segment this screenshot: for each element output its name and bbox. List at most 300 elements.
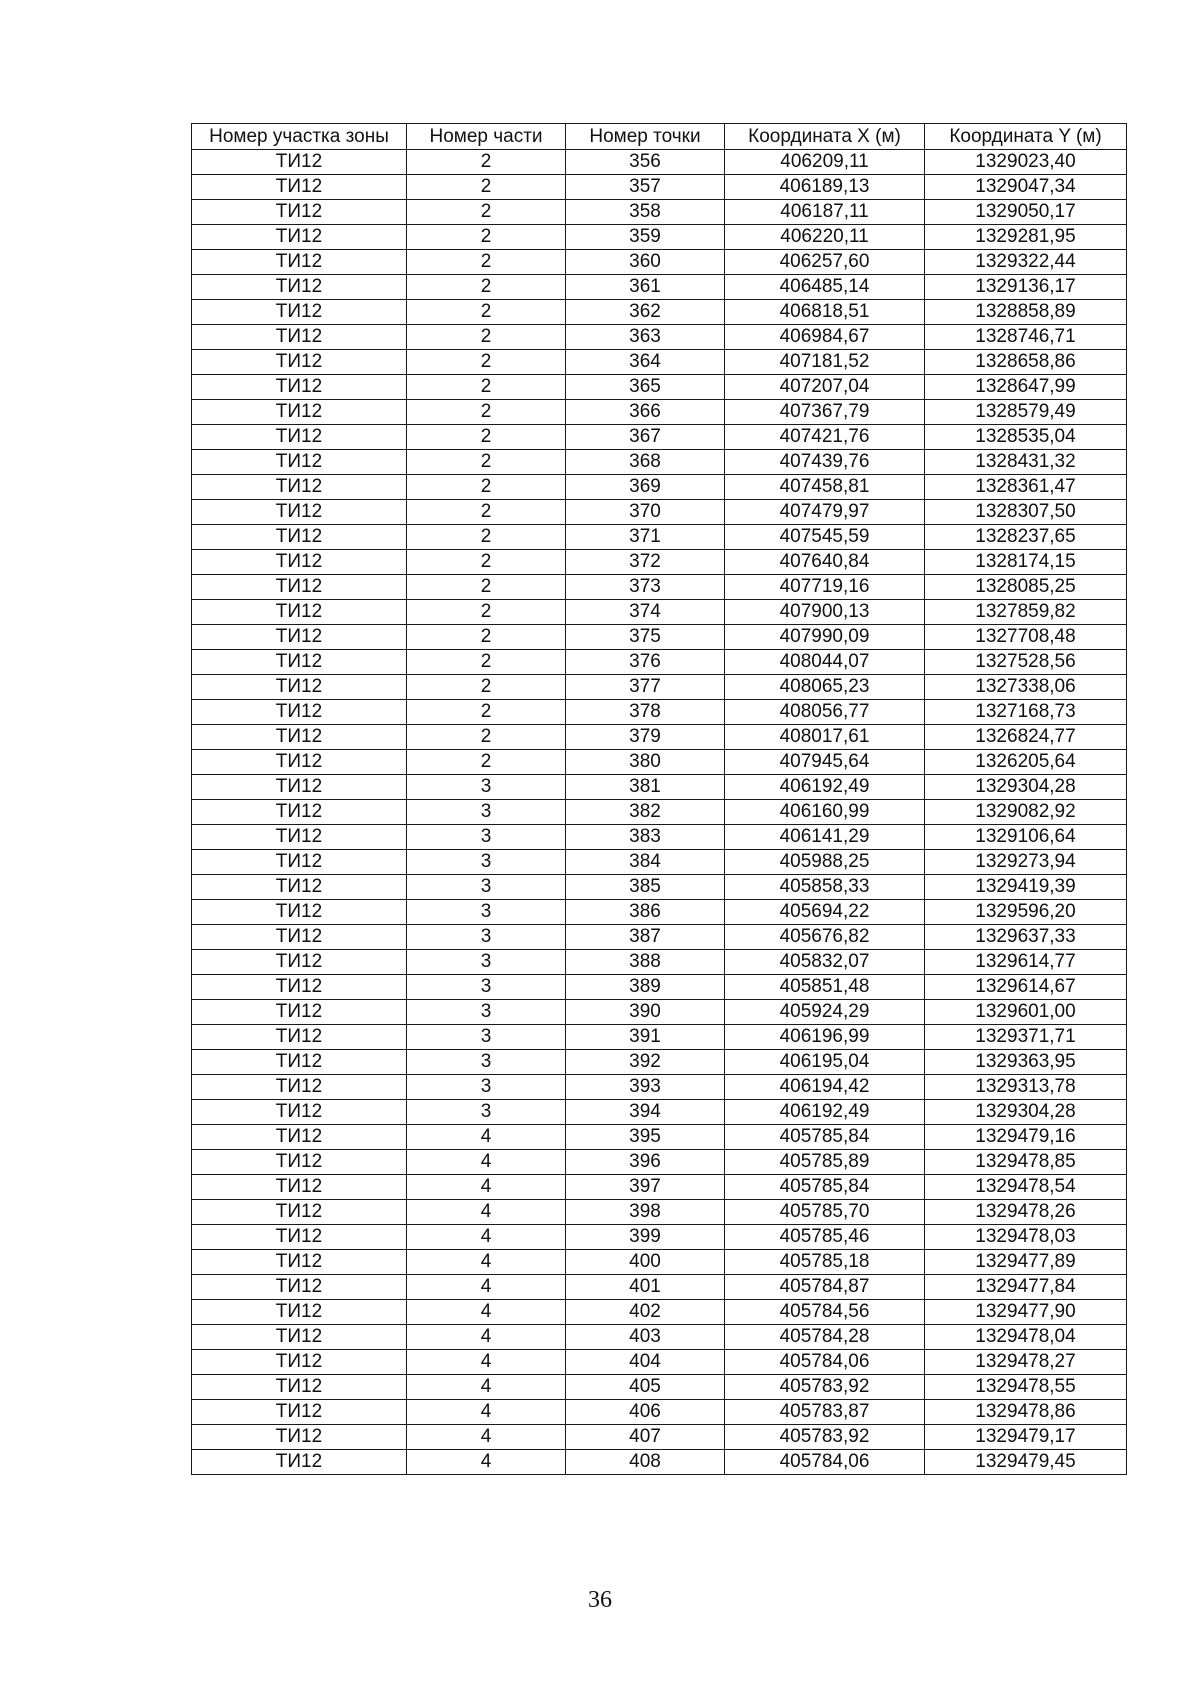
table-row xyxy=(192,600,1127,625)
cell-coordinate-x: 406485,14 xyxy=(725,275,925,300)
cell-part-number: 2 xyxy=(407,625,566,650)
cell-coordinate-x: 405676,82 xyxy=(725,925,925,950)
cell-part-number: 3 xyxy=(407,925,566,950)
cell-coordinate-x: 405785,18 xyxy=(725,1250,925,1275)
cell-part-number: 3 xyxy=(407,1075,566,1100)
cell-point-number: 400 xyxy=(566,1250,725,1275)
cell-point-number: 392 xyxy=(566,1050,725,1075)
cell-coordinate-y: 1329363,95 xyxy=(925,1050,1127,1075)
cell-part-number: 2 xyxy=(407,475,566,500)
cell-part-number: 2 xyxy=(407,225,566,250)
cell-coordinate-y: 1329371,71 xyxy=(925,1025,1127,1050)
cell-zone-section: ТИ12 xyxy=(192,400,407,425)
table-row xyxy=(192,1450,1127,1475)
cell-part-number: 4 xyxy=(407,1300,566,1325)
cell-point-number: 375 xyxy=(566,625,725,650)
cell-zone-section: ТИ12 xyxy=(192,1175,407,1200)
cell-point-number: 406 xyxy=(566,1400,725,1425)
table-row xyxy=(192,750,1127,775)
cell-coordinate-y: 1328858,89 xyxy=(925,300,1127,325)
cell-zone-section: ТИ12 xyxy=(192,1225,407,1250)
cell-coordinate-y: 1329304,28 xyxy=(925,775,1127,800)
cell-coordinate-x: 405783,92 xyxy=(725,1375,925,1400)
cell-coordinate-x: 407367,79 xyxy=(725,400,925,425)
table-row xyxy=(192,1075,1127,1100)
cell-zone-section: ТИ12 xyxy=(192,950,407,975)
cell-point-number: 361 xyxy=(566,275,725,300)
cell-zone-section: ТИ12 xyxy=(192,1425,407,1450)
cell-zone-section: ТИ12 xyxy=(192,1375,407,1400)
cell-point-number: 393 xyxy=(566,1075,725,1100)
cell-coordinate-x: 405988,25 xyxy=(725,850,925,875)
cell-coordinate-x: 408065,23 xyxy=(725,675,925,700)
table-row xyxy=(192,1200,1127,1225)
cell-part-number: 2 xyxy=(407,500,566,525)
cell-point-number: 395 xyxy=(566,1125,725,1150)
cell-part-number: 3 xyxy=(407,975,566,1000)
table-row xyxy=(192,475,1127,500)
cell-coordinate-y: 1326824,77 xyxy=(925,725,1127,750)
cell-point-number: 371 xyxy=(566,525,725,550)
table-row xyxy=(192,150,1127,175)
table-row xyxy=(192,525,1127,550)
cell-point-number: 397 xyxy=(566,1175,725,1200)
table-row xyxy=(192,550,1127,575)
table-row xyxy=(192,675,1127,700)
cell-point-number: 373 xyxy=(566,575,725,600)
cell-part-number: 3 xyxy=(407,900,566,925)
cell-coordinate-x: 408056,77 xyxy=(725,700,925,725)
cell-part-number: 4 xyxy=(407,1275,566,1300)
cell-zone-section: ТИ12 xyxy=(192,800,407,825)
table-row xyxy=(192,500,1127,525)
cell-coordinate-y: 1329304,28 xyxy=(925,1100,1127,1125)
cell-zone-section: ТИ12 xyxy=(192,150,407,175)
table-row xyxy=(192,875,1127,900)
header-point-number: Номер точки xyxy=(566,124,725,150)
cell-part-number: 2 xyxy=(407,375,566,400)
header-zone-section-number: Номер участка зоны xyxy=(192,124,407,150)
cell-point-number: 388 xyxy=(566,950,725,975)
cell-part-number: 4 xyxy=(407,1425,566,1450)
cell-part-number: 2 xyxy=(407,350,566,375)
cell-part-number: 2 xyxy=(407,650,566,675)
cell-part-number: 4 xyxy=(407,1400,566,1425)
table-row xyxy=(192,850,1127,875)
cell-point-number: 405 xyxy=(566,1375,725,1400)
cell-zone-section: ТИ12 xyxy=(192,700,407,725)
cell-part-number: 3 xyxy=(407,800,566,825)
cell-coordinate-y: 1329478,04 xyxy=(925,1325,1127,1350)
cell-coordinate-x: 406195,04 xyxy=(725,1050,925,1075)
cell-zone-section: ТИ12 xyxy=(192,1150,407,1175)
cell-part-number: 4 xyxy=(407,1200,566,1225)
cell-coordinate-y: 1328307,50 xyxy=(925,500,1127,525)
table-row xyxy=(192,1225,1127,1250)
cell-point-number: 368 xyxy=(566,450,725,475)
cell-coordinate-x: 405832,07 xyxy=(725,950,925,975)
cell-part-number: 4 xyxy=(407,1125,566,1150)
cell-coordinate-x: 405785,89 xyxy=(725,1150,925,1175)
cell-part-number: 2 xyxy=(407,250,566,275)
cell-part-number: 2 xyxy=(407,675,566,700)
cell-coordinate-x: 407207,04 xyxy=(725,375,925,400)
cell-coordinate-y: 1329614,67 xyxy=(925,975,1127,1000)
cell-zone-section: ТИ12 xyxy=(192,175,407,200)
cell-coordinate-y: 1327859,82 xyxy=(925,600,1127,625)
cell-coordinate-x: 405783,87 xyxy=(725,1400,925,1425)
cell-coordinate-y: 1328431,32 xyxy=(925,450,1127,475)
cell-zone-section: ТИ12 xyxy=(192,650,407,675)
table-row xyxy=(192,650,1127,675)
cell-part-number: 3 xyxy=(407,1000,566,1025)
cell-point-number: 378 xyxy=(566,700,725,725)
cell-coordinate-y: 1328085,25 xyxy=(925,575,1127,600)
cell-part-number: 2 xyxy=(407,750,566,775)
table-row xyxy=(192,1100,1127,1125)
table-row xyxy=(192,825,1127,850)
cell-part-number: 2 xyxy=(407,425,566,450)
table-row xyxy=(192,1400,1127,1425)
cell-part-number: 3 xyxy=(407,1025,566,1050)
cell-zone-section: ТИ12 xyxy=(192,425,407,450)
cell-point-number: 385 xyxy=(566,875,725,900)
cell-zone-section: ТИ12 xyxy=(192,900,407,925)
cell-coordinate-x: 407181,52 xyxy=(725,350,925,375)
cell-coordinate-x: 407479,97 xyxy=(725,500,925,525)
cell-coordinate-x: 407421,76 xyxy=(725,425,925,450)
table-row xyxy=(192,1175,1127,1200)
cell-point-number: 386 xyxy=(566,900,725,925)
cell-point-number: 403 xyxy=(566,1325,725,1350)
cell-point-number: 391 xyxy=(566,1025,725,1050)
cell-coordinate-x: 405785,46 xyxy=(725,1225,925,1250)
cell-coordinate-y: 1329047,34 xyxy=(925,175,1127,200)
cell-part-number: 2 xyxy=(407,300,566,325)
cell-coordinate-x: 405785,84 xyxy=(725,1175,925,1200)
table-row xyxy=(192,400,1127,425)
cell-coordinate-x: 406196,99 xyxy=(725,1025,925,1050)
cell-part-number: 4 xyxy=(407,1175,566,1200)
cell-coordinate-x: 406141,29 xyxy=(725,825,925,850)
cell-coordinate-x: 405784,28 xyxy=(725,1325,925,1350)
table-row xyxy=(192,1275,1127,1300)
table-row xyxy=(192,925,1127,950)
cell-coordinate-x: 406187,11 xyxy=(725,200,925,225)
cell-part-number: 2 xyxy=(407,325,566,350)
cell-coordinate-y: 1329281,95 xyxy=(925,225,1127,250)
table-row xyxy=(192,1050,1127,1075)
cell-coordinate-y: 1329478,54 xyxy=(925,1175,1127,1200)
table-row xyxy=(192,300,1127,325)
table-row xyxy=(192,1000,1127,1025)
cell-part-number: 4 xyxy=(407,1325,566,1350)
cell-zone-section: ТИ12 xyxy=(192,350,407,375)
cell-point-number: 382 xyxy=(566,800,725,825)
cell-zone-section: ТИ12 xyxy=(192,600,407,625)
cell-zone-section: ТИ12 xyxy=(192,200,407,225)
cell-coordinate-x: 408017,61 xyxy=(725,725,925,750)
cell-coordinate-x: 406160,99 xyxy=(725,800,925,825)
cell-point-number: 377 xyxy=(566,675,725,700)
table-row xyxy=(192,575,1127,600)
table-row xyxy=(192,625,1127,650)
cell-point-number: 401 xyxy=(566,1275,725,1300)
table-row xyxy=(192,225,1127,250)
cell-zone-section: ТИ12 xyxy=(192,625,407,650)
cell-point-number: 402 xyxy=(566,1300,725,1325)
coordinates-table xyxy=(191,123,1127,1475)
cell-coordinate-x: 406192,49 xyxy=(725,775,925,800)
cell-part-number: 3 xyxy=(407,1100,566,1125)
cell-zone-section: ТИ12 xyxy=(192,575,407,600)
cell-point-number: 407 xyxy=(566,1425,725,1450)
cell-coordinate-y: 1329477,89 xyxy=(925,1250,1127,1275)
cell-zone-section: ТИ12 xyxy=(192,975,407,1000)
cell-coordinate-y: 1327168,73 xyxy=(925,700,1127,725)
cell-coordinate-y: 1329479,45 xyxy=(925,1450,1127,1475)
cell-zone-section: ТИ12 xyxy=(192,850,407,875)
cell-coordinate-y: 1329477,84 xyxy=(925,1275,1127,1300)
cell-point-number: 376 xyxy=(566,650,725,675)
cell-coordinate-y: 1329322,44 xyxy=(925,250,1127,275)
cell-coordinate-x: 406984,67 xyxy=(725,325,925,350)
cell-part-number: 2 xyxy=(407,725,566,750)
table-row xyxy=(192,1300,1127,1325)
header-coordinate-y: Координата Y (м) xyxy=(925,124,1127,150)
cell-zone-section: ТИ12 xyxy=(192,525,407,550)
cell-point-number: 372 xyxy=(566,550,725,575)
cell-zone-section: ТИ12 xyxy=(192,1275,407,1300)
cell-coordinate-y: 1328535,04 xyxy=(925,425,1127,450)
cell-coordinate-x: 405694,22 xyxy=(725,900,925,925)
cell-part-number: 3 xyxy=(407,775,566,800)
cell-coordinate-y: 1328361,47 xyxy=(925,475,1127,500)
cell-part-number: 2 xyxy=(407,550,566,575)
cell-part-number: 4 xyxy=(407,1150,566,1175)
cell-zone-section: ТИ12 xyxy=(192,500,407,525)
cell-point-number: 365 xyxy=(566,375,725,400)
cell-zone-section: ТИ12 xyxy=(192,1100,407,1125)
cell-coordinate-y: 1326205,64 xyxy=(925,750,1127,775)
cell-part-number: 3 xyxy=(407,850,566,875)
cell-coordinate-x: 407439,76 xyxy=(725,450,925,475)
cell-point-number: 363 xyxy=(566,325,725,350)
table-row xyxy=(192,350,1127,375)
cell-zone-section: ТИ12 xyxy=(192,875,407,900)
cell-zone-section: ТИ12 xyxy=(192,1025,407,1050)
table-body xyxy=(192,150,1127,1475)
cell-part-number: 2 xyxy=(407,175,566,200)
cell-zone-section: ТИ12 xyxy=(192,300,407,325)
cell-zone-section: ТИ12 xyxy=(192,450,407,475)
cell-point-number: 370 xyxy=(566,500,725,525)
cell-part-number: 4 xyxy=(407,1250,566,1275)
table-row xyxy=(192,800,1127,825)
cell-coordinate-x: 405784,06 xyxy=(725,1450,925,1475)
cell-part-number: 2 xyxy=(407,600,566,625)
cell-coordinate-x: 407900,13 xyxy=(725,600,925,625)
table-row xyxy=(192,250,1127,275)
cell-coordinate-x: 406189,13 xyxy=(725,175,925,200)
cell-coordinate-y: 1329136,17 xyxy=(925,275,1127,300)
cell-zone-section: ТИ12 xyxy=(192,1125,407,1150)
cell-coordinate-x: 405783,92 xyxy=(725,1425,925,1450)
cell-coordinate-y: 1328658,86 xyxy=(925,350,1127,375)
cell-part-number: 3 xyxy=(407,1050,566,1075)
cell-part-number: 4 xyxy=(407,1225,566,1250)
cell-coordinate-y: 1329313,78 xyxy=(925,1075,1127,1100)
cell-zone-section: ТИ12 xyxy=(192,1200,407,1225)
cell-point-number: 356 xyxy=(566,150,725,175)
cell-point-number: 366 xyxy=(566,400,725,425)
cell-part-number: 3 xyxy=(407,825,566,850)
cell-coordinate-x: 407545,59 xyxy=(725,525,925,550)
cell-coordinate-y: 1328174,15 xyxy=(925,550,1127,575)
cell-point-number: 394 xyxy=(566,1100,725,1125)
cell-part-number: 4 xyxy=(407,1450,566,1475)
cell-point-number: 360 xyxy=(566,250,725,275)
table-row xyxy=(192,200,1127,225)
table-row xyxy=(192,450,1127,475)
cell-part-number: 2 xyxy=(407,400,566,425)
cell-zone-section: ТИ12 xyxy=(192,325,407,350)
cell-part-number: 2 xyxy=(407,150,566,175)
table-row xyxy=(192,1425,1127,1450)
cell-coordinate-y: 1329478,86 xyxy=(925,1400,1127,1425)
table-row xyxy=(192,1125,1127,1150)
cell-zone-section: ТИ12 xyxy=(192,1325,407,1350)
cell-point-number: 364 xyxy=(566,350,725,375)
cell-point-number: 390 xyxy=(566,1000,725,1025)
cell-coordinate-y: 1329082,92 xyxy=(925,800,1127,825)
cell-coordinate-y: 1329478,85 xyxy=(925,1150,1127,1175)
cell-point-number: 359 xyxy=(566,225,725,250)
cell-coordinate-y: 1329106,64 xyxy=(925,825,1127,850)
cell-coordinate-x: 406192,49 xyxy=(725,1100,925,1125)
cell-coordinate-y: 1329478,26 xyxy=(925,1200,1127,1225)
header-coordinate-x: Координата X (м) xyxy=(725,124,925,150)
cell-coordinate-x: 405785,84 xyxy=(725,1125,925,1150)
cell-coordinate-y: 1329479,17 xyxy=(925,1425,1127,1450)
cell-zone-section: ТИ12 xyxy=(192,925,407,950)
cell-point-number: 357 xyxy=(566,175,725,200)
cell-zone-section: ТИ12 xyxy=(192,475,407,500)
cell-coordinate-y: 1327708,48 xyxy=(925,625,1127,650)
cell-point-number: 380 xyxy=(566,750,725,775)
cell-coordinate-y: 1329273,94 xyxy=(925,850,1127,875)
cell-coordinate-y: 1329023,40 xyxy=(925,150,1127,175)
cell-zone-section: ТИ12 xyxy=(192,1350,407,1375)
table-row xyxy=(192,1025,1127,1050)
cell-coordinate-y: 1327338,06 xyxy=(925,675,1127,700)
cell-coordinate-y: 1329478,55 xyxy=(925,1375,1127,1400)
cell-coordinate-y: 1328647,99 xyxy=(925,375,1127,400)
cell-zone-section: ТИ12 xyxy=(192,1250,407,1275)
cell-coordinate-x: 405784,06 xyxy=(725,1350,925,1375)
cell-coordinate-y: 1328579,49 xyxy=(925,400,1127,425)
page-number: 36 xyxy=(588,1587,612,1613)
cell-coordinate-x: 405851,48 xyxy=(725,975,925,1000)
table-row xyxy=(192,1325,1127,1350)
table-row xyxy=(192,1250,1127,1275)
table-row xyxy=(192,1375,1127,1400)
table-row xyxy=(192,1150,1127,1175)
cell-coordinate-x: 407990,09 xyxy=(725,625,925,650)
cell-part-number: 2 xyxy=(407,275,566,300)
cell-part-number: 3 xyxy=(407,950,566,975)
table-row xyxy=(192,325,1127,350)
cell-coordinate-x: 407458,81 xyxy=(725,475,925,500)
table-row xyxy=(192,425,1127,450)
cell-coordinate-x: 406220,11 xyxy=(725,225,925,250)
cell-coordinate-y: 1329478,03 xyxy=(925,1225,1127,1250)
cell-part-number: 4 xyxy=(407,1375,566,1400)
table-row xyxy=(192,725,1127,750)
cell-zone-section: ТИ12 xyxy=(192,1300,407,1325)
table-row xyxy=(192,775,1127,800)
cell-zone-section: ТИ12 xyxy=(192,1000,407,1025)
cell-coordinate-y: 1329478,27 xyxy=(925,1350,1127,1375)
cell-part-number: 2 xyxy=(407,575,566,600)
cell-zone-section: ТИ12 xyxy=(192,1400,407,1425)
table-row xyxy=(192,700,1127,725)
cell-point-number: 374 xyxy=(566,600,725,625)
cell-point-number: 399 xyxy=(566,1225,725,1250)
table-row xyxy=(192,275,1127,300)
cell-part-number: 4 xyxy=(407,1350,566,1375)
table-row xyxy=(192,1350,1127,1375)
cell-coordinate-y: 1327528,56 xyxy=(925,650,1127,675)
cell-coordinate-x: 406257,60 xyxy=(725,250,925,275)
cell-zone-section: ТИ12 xyxy=(192,1075,407,1100)
table-header-row xyxy=(192,124,1127,150)
cell-point-number: 358 xyxy=(566,200,725,225)
cell-point-number: 404 xyxy=(566,1350,725,1375)
cell-part-number: 2 xyxy=(407,450,566,475)
cell-coordinate-x: 406194,42 xyxy=(725,1075,925,1100)
cell-coordinate-y: 1329050,17 xyxy=(925,200,1127,225)
table-row xyxy=(192,950,1127,975)
cell-part-number: 2 xyxy=(407,200,566,225)
cell-zone-section: ТИ12 xyxy=(192,275,407,300)
header-part-number: Номер части xyxy=(407,124,566,150)
cell-point-number: 389 xyxy=(566,975,725,1000)
table-row xyxy=(192,975,1127,1000)
cell-coordinate-x: 406818,51 xyxy=(725,300,925,325)
cell-part-number: 2 xyxy=(407,700,566,725)
cell-point-number: 383 xyxy=(566,825,725,850)
cell-zone-section: ТИ12 xyxy=(192,550,407,575)
cell-point-number: 387 xyxy=(566,925,725,950)
cell-coordinate-y: 1329479,16 xyxy=(925,1125,1127,1150)
cell-point-number: 367 xyxy=(566,425,725,450)
cell-part-number: 3 xyxy=(407,875,566,900)
cell-coordinate-y: 1328746,71 xyxy=(925,325,1127,350)
cell-coordinate-x: 405858,33 xyxy=(725,875,925,900)
table-row xyxy=(192,900,1127,925)
cell-zone-section: ТИ12 xyxy=(192,250,407,275)
cell-coordinate-y: 1329601,00 xyxy=(925,1000,1127,1025)
cell-point-number: 369 xyxy=(566,475,725,500)
cell-zone-section: ТИ12 xyxy=(192,725,407,750)
cell-point-number: 398 xyxy=(566,1200,725,1225)
cell-coordinate-x: 406209,11 xyxy=(725,150,925,175)
cell-zone-section: ТИ12 xyxy=(192,775,407,800)
cell-coordinate-x: 405784,56 xyxy=(725,1300,925,1325)
cell-zone-section: ТИ12 xyxy=(192,750,407,775)
cell-coordinate-x: 407945,64 xyxy=(725,750,925,775)
